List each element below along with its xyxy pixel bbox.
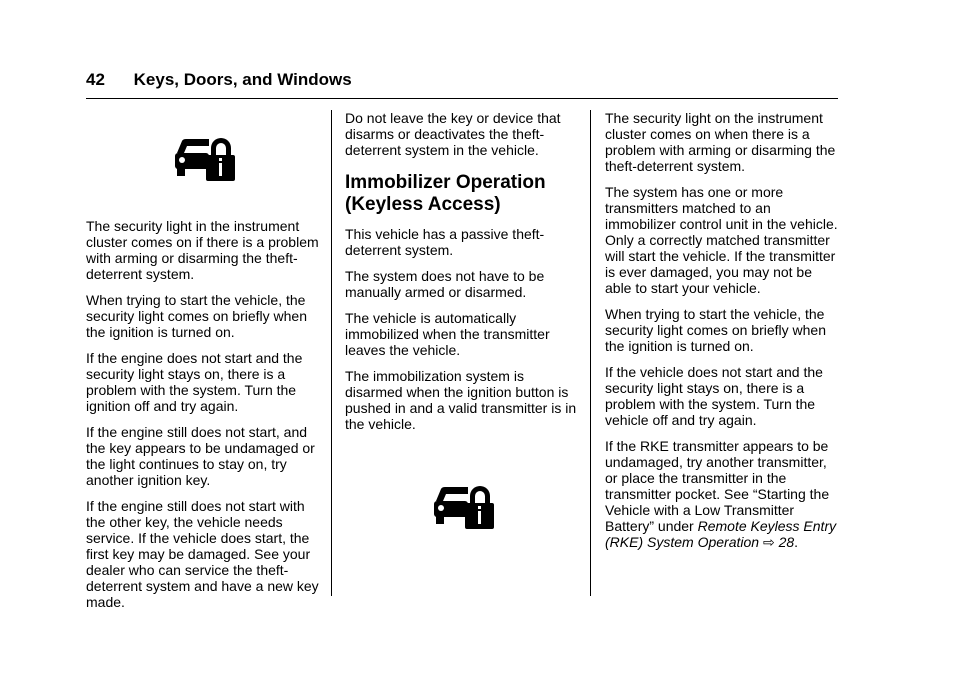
paragraph bbox=[605, 438, 841, 550]
security-light-icon bbox=[173, 135, 235, 185]
page-number: 42 bbox=[86, 70, 105, 89]
paragraph: The system does not have to be manually armed or disarmed. bbox=[345, 268, 545, 300]
page-header bbox=[86, 70, 352, 90]
paragraph: When trying to start the vehicle, the security light comes on briefly when the ignition is turned on. bbox=[605, 306, 826, 354]
cross-reference-link[interactable]: Remote Keyless Entry (RKE) System Operation bbox=[605, 518, 837, 550]
column-divider bbox=[590, 110, 591, 596]
paragraph: If the engine does not start and the security light stays on, there is a problem with the system. Turn the ignition off and try again. bbox=[86, 350, 303, 414]
column-divider bbox=[331, 110, 332, 596]
security-light-icon bbox=[432, 483, 494, 533]
sentence-end: . bbox=[794, 534, 799, 550]
security-light-icon-wrap bbox=[345, 460, 581, 556]
column-2 bbox=[345, 110, 581, 556]
column-1 bbox=[86, 110, 322, 620]
paragraph: If the engine still does not start with the other key, the vehicle needs service. If the vehicle does start, the first key may be damaged. See your dealer who can service the theft-deterrent system and have a new key made. bbox=[86, 498, 319, 610]
header-rule bbox=[86, 98, 838, 99]
paragraph: Do not leave the key or device that disarms or deactivates the theft-deterrent system in the vehicle. bbox=[345, 110, 561, 158]
paragraph: This vehicle has a passive theft-deterrent system. bbox=[345, 226, 545, 258]
cross-reference-arrow-icon: ⇨ bbox=[762, 534, 775, 550]
section-title: Keys, Doors, and Windows bbox=[133, 70, 352, 89]
security-light-icon-wrap bbox=[86, 110, 322, 210]
paragraph: The immobilization system is disarmed when the ignition button is pushed in and a valid transmitter is in the vehicle. bbox=[345, 368, 577, 432]
paragraph: The security light on the instrument cluster comes on when there is a problem with arming or disarming the theft-deterrent system. bbox=[605, 110, 836, 174]
paragraph: The security light in the instrument cluster comes on if there is a problem with arming or disarming the theft-deterrent system. bbox=[86, 218, 319, 282]
section-heading: Immobilizer Operation (Keyless Access) bbox=[345, 172, 546, 215]
paragraph: When trying to start the vehicle, the security light comes on briefly when the ignition is turned on. bbox=[86, 292, 307, 340]
paragraph: If the engine still does not start, and the key appears to be undamaged or the light continues to stay on, try another ignition key. bbox=[86, 424, 315, 488]
paragraph-text: If the RKE transmitter appears to be undamaged, try another transmitter, or place the transmitter in the transmitter pocket. See “Starting the Vehicle with a Low Transmitter Battery” under bbox=[605, 438, 830, 534]
column-3 bbox=[605, 110, 841, 560]
paragraph: The vehicle is automatically immobilized when the transmitter leaves the vehicle. bbox=[345, 310, 550, 358]
cross-reference-page[interactable]: 28 bbox=[778, 534, 795, 550]
paragraph: The system has one or more transmitters matched to an immobilizer control unit in the vehicle. Only a correctly matched transmitter will start the vehicle. If the transmitter is ever damaged, you may not be able to start your vehicle. bbox=[605, 184, 838, 296]
paragraph: If the vehicle does not start and the security light stays on, there is a problem with the system. Turn the vehicle off and try again. bbox=[605, 364, 823, 428]
